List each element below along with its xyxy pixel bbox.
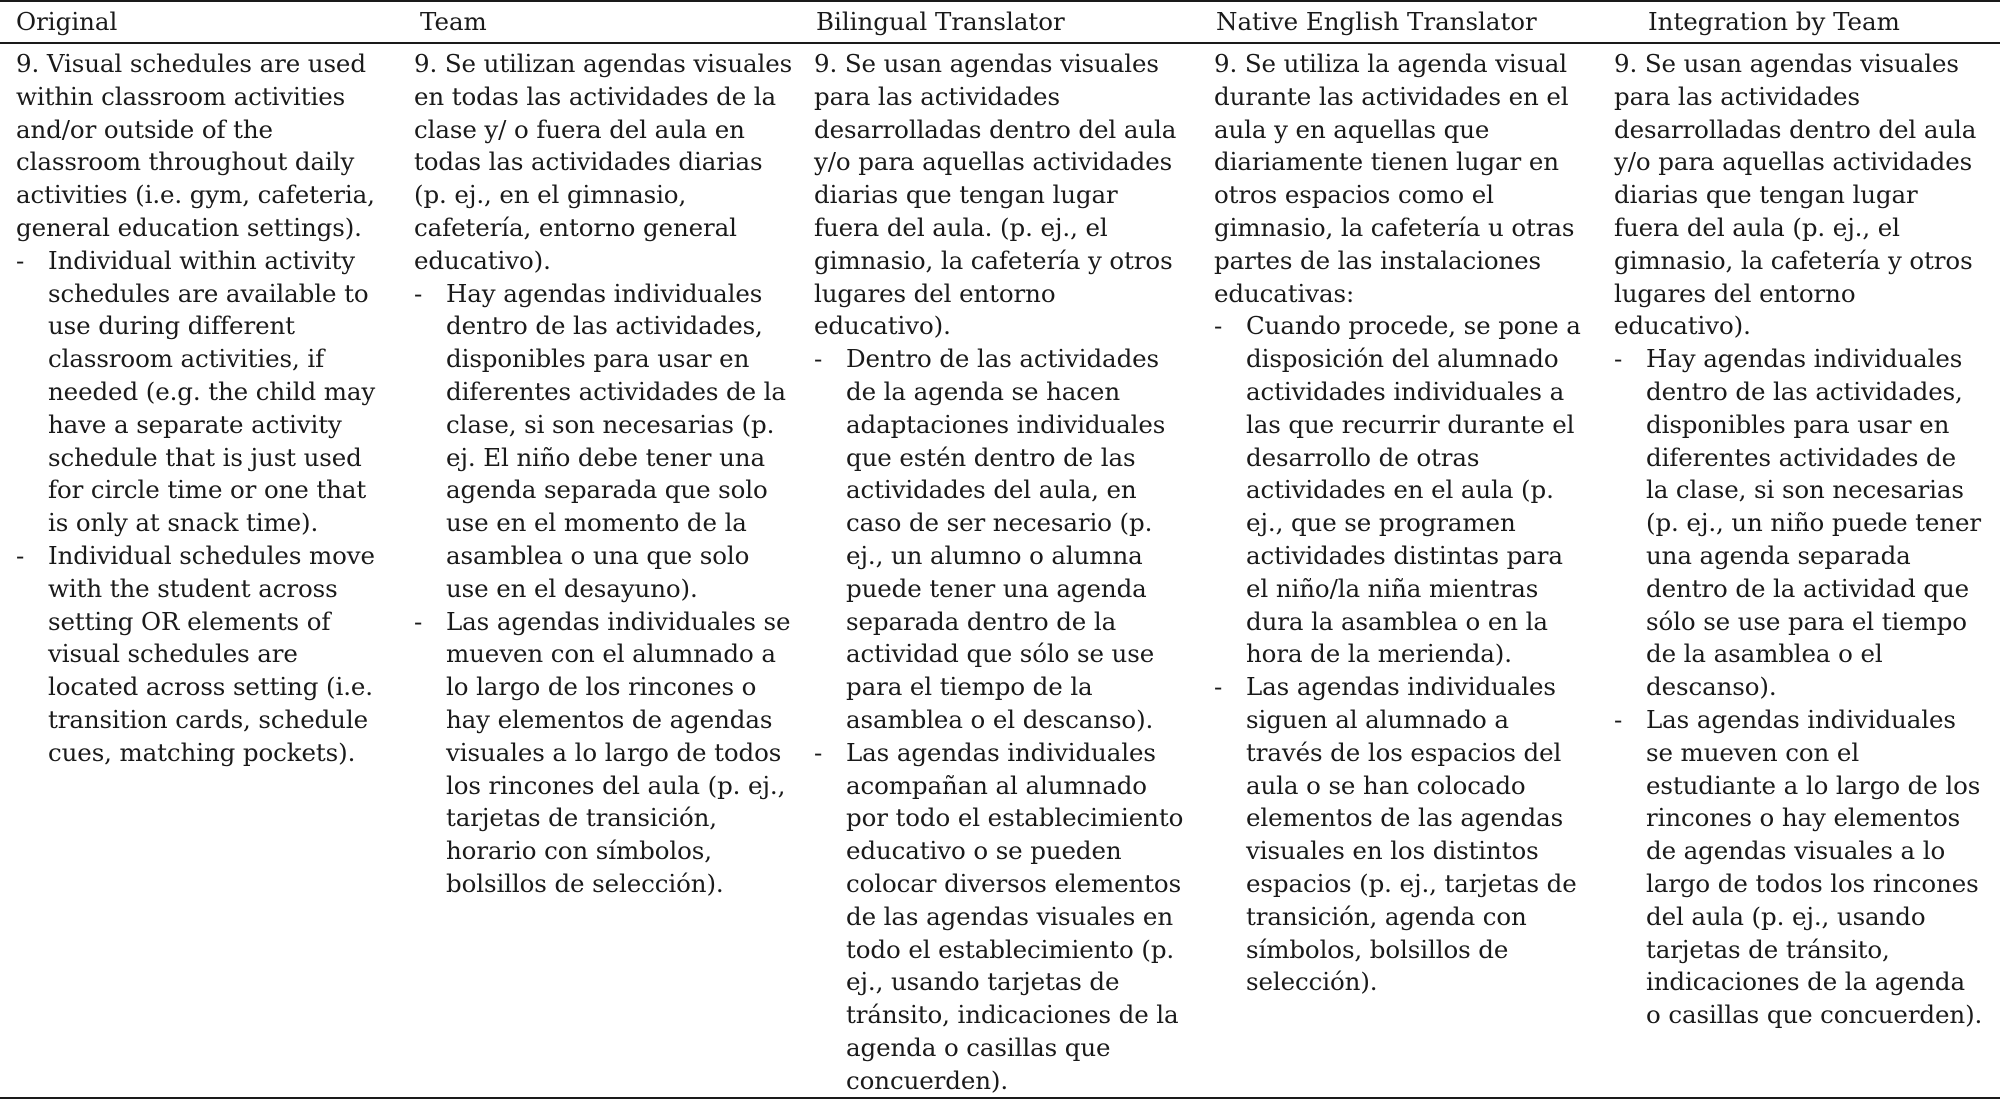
- header-original: Original: [16, 7, 118, 36]
- list-item: - Individual schedules move with the student across setting OR elements of visual schedules are located across setting (i.e. transition cards, schedule cues, matching pockets).: [16, 540, 392, 770]
- list-item: - Individual within activity schedules are available to use during different classroom activities, if needed (e.g. the child may have a separate activity schedule that is just used for circle time or one that is only at snack time).: [16, 245, 392, 540]
- table-header-rule: [0, 42, 2000, 44]
- cell-intro: 9. Se utiliza la agenda visual durante las actividades en el aula y en aquellas que diariamente tienen lugar en otros espacios como el gimnasio, la cafetería u otras partes de las instalaciones educativas:: [1214, 49, 1575, 308]
- list-item: - Cuando procede, se pone a disposición del alumnado actividades individuales a las que recurrir durante el desarrollo de otras actividades en el aula (p. ej., que se programen actividades distintas para el niño/la niña mientras dura la asamblea o en la hora de la merienda).: [1214, 310, 1590, 671]
- cell-integration-by-team: [1614, 48, 1984, 1032]
- header-bilingual-translator: Bilingual Translator: [816, 7, 1065, 36]
- list-item: - Las agendas individuales siguen al alumnado a través de los espacios del aula o se han colocado elementos de las agendas visuales en los distintos espacios (p. ej., tarjetas de transición, agenda con símbolos, bolsillos de selección).: [1214, 671, 1590, 999]
- header-native-english-translator: Native English Translator: [1216, 7, 1537, 36]
- list-item: - Dentro de las actividades de la agenda se hacen adaptaciones individuales que estén dentro de las actividades del aula, en caso de ser necesario (p. ej., un alumno o alumna puede tener una agenda separada dentro de la actividad que sólo se use para el tiempo de la asamblea o el descanso).: [814, 343, 1190, 737]
- list-item: - Las agendas individuales se mueven con el alumnado a lo largo de los rincones o hay elementos de agendas visuales a lo largo de todos los rincones del aula (p. ej., tarjetas de transición, horario con símbolos, bolsillos de selección).: [414, 606, 796, 901]
- cell-native-english-translator: [1214, 48, 1590, 999]
- cell-intro: 9. Se usan agendas visuales para las actividades desarrolladas dentro del aula y/o para aquellas actividades diarias que tengan lugar fuera del aula (p. ej., el gimnasio, la cafetería y otros lugares del entorno educativo).: [1614, 49, 1977, 341]
- list-item: - Hay agendas individuales dentro de las actividades, disponibles para usar en diferentes actividades de la clase, si son necesarias (p. ej., un niño puede tener una agenda separada dentro de la actividad que sólo se use para el tiempo de la asamblea o el descanso).: [1614, 343, 1984, 704]
- cell-bilingual-translator: [814, 48, 1190, 1098]
- cell-intro: 9. Se utilizan agendas visuales en todas las actividades de la clase y/ o fuera del aula en todas las actividades diarias (p. ej., en el gimnasio, cafetería, entorno general educativo).: [414, 49, 793, 275]
- cell-intro: 9. Visual schedules are used within classroom activities and/or outside of the classroom throughout daily activities (i.e. gym, cafeteria, general education settings).: [16, 49, 375, 242]
- list-item: - Las agendas individuales se mueven con el estudiante a lo largo de los rincones o hay elementos de agendas visuales a lo largo de todos los rincones del aula (p. ej., usando tarjetas de tránsito, indicaciones de la agenda o casillas que concuerden).: [1614, 704, 1984, 1032]
- list-item: - Las agendas individuales acompañan al alumnado por todo el establecimiento educativo o se pueden colocar diversos elementos de las agendas visuales en todo el establecimiento (p. ej., usando tarjetas de tránsito, indicaciones de la agenda o casillas que concuerden).: [814, 737, 1190, 1098]
- table-bottom-rule: [0, 1097, 2000, 1099]
- list-item: - Hay agendas individuales dentro de las actividades, disponibles para usar en diferentes actividades de la clase, si son necesarias (p. ej. El niño debe tener una agenda separada que solo use en el momento de la asamblea o una que solo use en el desayuno).: [414, 278, 796, 606]
- header-integration-by-team: Integration by Team: [1648, 7, 1900, 36]
- header-team: Team: [420, 7, 487, 36]
- cell-team: [414, 48, 796, 901]
- table-top-rule: [0, 0, 2000, 2]
- cell-intro: 9. Se usan agendas visuales para las actividades desarrolladas dentro del aula y/o para aquellas actividades diarias que tengan lugar fuera del aula. (p. ej., el gimnasio, la cafetería y otros lugares del entorno educativo).: [814, 49, 1177, 341]
- cell-original: [16, 48, 392, 770]
